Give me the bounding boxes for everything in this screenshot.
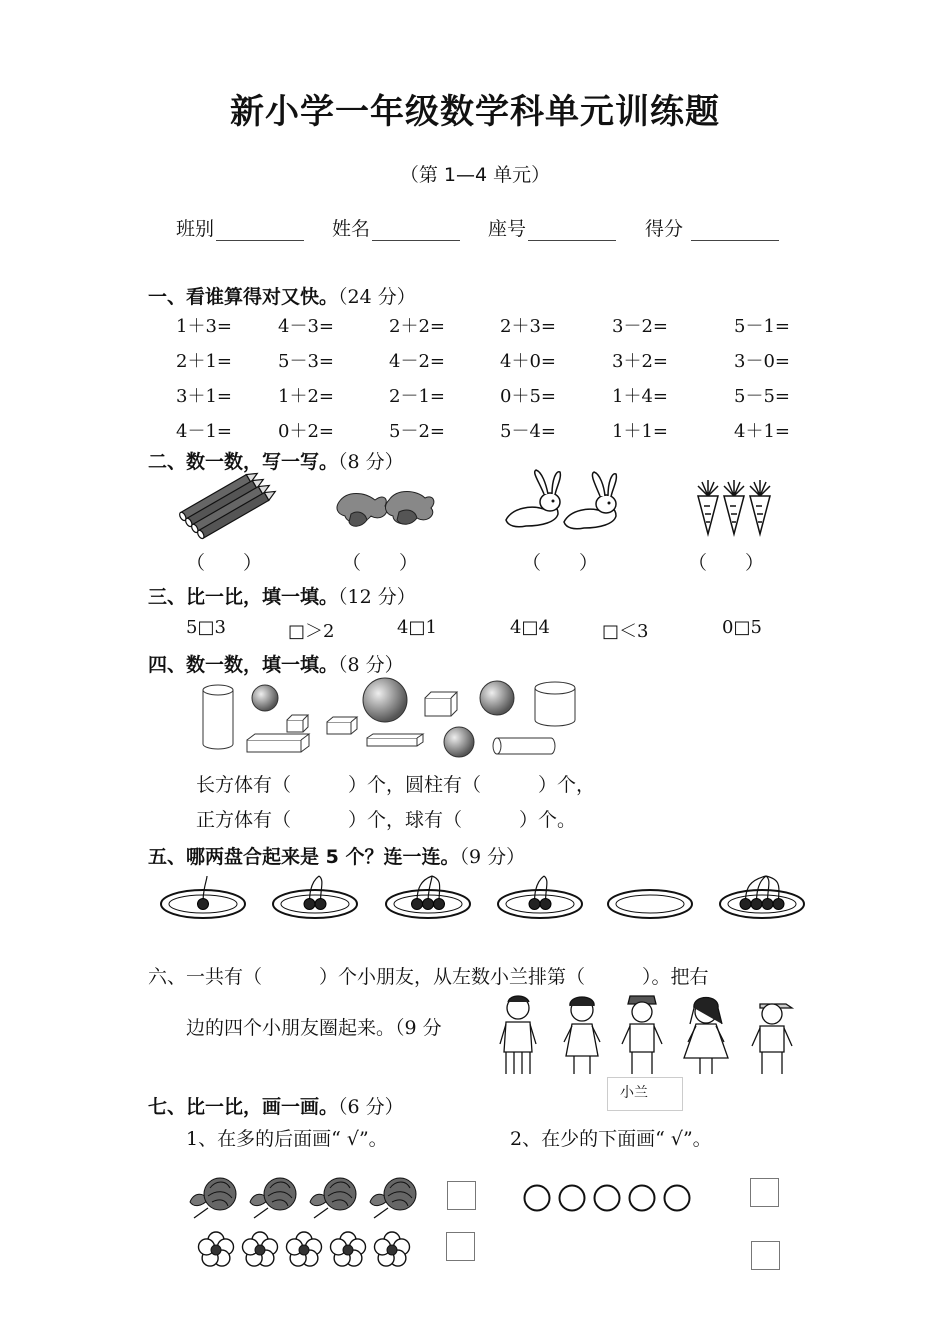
arithmetic-item[interactable]: 3－2=	[612, 316, 668, 337]
section-2-heading: 二、数一数，写一写。（8 分）	[148, 451, 404, 473]
plate	[498, 876, 582, 918]
arithmetic-item[interactable]: 4－2=	[389, 351, 445, 372]
rose-icon	[190, 1178, 236, 1218]
child-figure	[564, 997, 600, 1074]
answer-blank-objects[interactable]: （ ）	[342, 552, 419, 574]
flower-icon	[286, 1232, 321, 1266]
plate	[386, 876, 470, 918]
cherry	[198, 899, 209, 910]
circle-shape	[560, 1186, 585, 1211]
section-6-question-line-1[interactable]: 六、一共有（ ）个小朋友，从左数小兰排第（ ）。把右	[148, 966, 709, 988]
pencils-image	[176, 474, 268, 534]
cherry	[762, 899, 773, 910]
rose-icon	[370, 1178, 416, 1218]
plate	[273, 876, 357, 918]
compare-item[interactable]: 0□5	[722, 617, 762, 638]
cherry	[412, 899, 423, 910]
score-label: 得分	[645, 218, 684, 240]
cherry	[751, 899, 762, 910]
answer-blank-carrots[interactable]: （ ）	[688, 552, 765, 574]
xiaolan-label: 小兰	[607, 1077, 683, 1111]
cherry-plates	[160, 866, 810, 926]
circle-shape	[665, 1186, 690, 1211]
circle-shape	[525, 1186, 550, 1211]
arithmetic-item[interactable]: 3－0=	[734, 351, 790, 372]
answer-box-roses[interactable]	[447, 1181, 476, 1210]
arithmetic-item[interactable]: 5－1=	[734, 316, 790, 337]
plate	[608, 890, 692, 918]
arithmetic-item[interactable]: 5－5=	[734, 386, 790, 407]
answer-blank-pencils[interactable]: （ ）	[186, 552, 263, 574]
child-figure	[500, 996, 536, 1074]
arithmetic-item[interactable]: 5－3=	[278, 351, 334, 372]
section-3-heading: 三、比一比，填一填。（12 分）	[148, 586, 416, 608]
arithmetic-item[interactable]: 3＋2=	[612, 351, 668, 372]
arithmetic-item[interactable]: 2＋1=	[176, 351, 232, 372]
score-field[interactable]	[645, 214, 779, 241]
solids-image	[195, 676, 585, 760]
solids-question-line-1[interactable]: 长方体有（ ）个，圆柱有（ ）个，	[196, 774, 596, 796]
arithmetic-item[interactable]: 2－1=	[389, 386, 445, 407]
circles-row	[522, 1183, 698, 1213]
cherry	[434, 899, 445, 910]
compare-item[interactable]: □＜3	[602, 621, 649, 642]
flower-icon	[330, 1232, 365, 1266]
section-1-heading: 一、看谁算得对又快。（24 分）	[148, 286, 416, 308]
flower-icon	[374, 1232, 409, 1266]
circle-shape	[595, 1186, 620, 1211]
question-7-2: 2、在少的下面画“ √”。	[510, 1128, 712, 1150]
grey-objects-image	[337, 482, 437, 532]
arithmetic-item[interactable]: 0＋5=	[500, 386, 556, 407]
class-label: 班别	[176, 218, 215, 240]
flower-icon	[198, 1232, 233, 1266]
cherry	[740, 899, 751, 910]
name-field[interactable]	[332, 214, 460, 241]
roses-row	[190, 1172, 430, 1220]
arithmetic-item[interactable]: 4＋0=	[500, 351, 556, 372]
answer-box-flowers[interactable]	[446, 1232, 475, 1261]
section-6-question-line-2: 边的四个小朋友圈起来。（9 分	[186, 1017, 442, 1039]
child-figure	[752, 1004, 792, 1074]
arithmetic-item[interactable]: 2＋2=	[389, 316, 445, 337]
section-7-heading: 七、比一比，画一画。（6 分）	[148, 1096, 404, 1118]
page-subtitle: （第 1—4 单元）	[399, 164, 551, 186]
cherry	[423, 899, 434, 910]
plate	[720, 876, 804, 918]
answer-blank-rabbits[interactable]: （ ）	[522, 552, 599, 574]
cherry	[540, 899, 551, 910]
plate	[161, 876, 245, 918]
arithmetic-item[interactable]: 2＋3=	[500, 316, 556, 337]
cherry	[304, 899, 315, 910]
cherry	[529, 899, 540, 910]
answer-box-circles[interactable]	[750, 1178, 779, 1207]
arithmetic-item[interactable]: 3＋1=	[176, 386, 232, 407]
carrots-image	[696, 478, 772, 536]
class-field[interactable]	[176, 214, 304, 241]
flowers-row	[198, 1230, 418, 1270]
cherry	[773, 899, 784, 910]
arithmetic-item[interactable]: 4－3=	[278, 316, 334, 337]
arithmetic-item[interactable]: 1＋2=	[278, 386, 334, 407]
rose-icon	[310, 1178, 356, 1218]
arithmetic-item[interactable]: 1＋3=	[176, 316, 232, 337]
flower-icon	[242, 1232, 277, 1266]
arithmetic-item[interactable]: 1＋1=	[612, 421, 668, 442]
section-5-heading: 五、哪两盘合起来是 5 个？连一连。（9 分）	[148, 846, 526, 868]
solids-question-line-2[interactable]: 正方体有（ ）个，球有（ ）个。	[196, 809, 577, 831]
child-figure	[622, 996, 662, 1074]
arithmetic-item[interactable]: 4＋1=	[734, 421, 790, 442]
section-4-heading: 四、数一数，填一填。（8 分）	[148, 654, 404, 676]
rose-icon	[250, 1178, 296, 1218]
rabbits-image	[502, 468, 622, 534]
question-7-1: 1、在多的后面画“ √”。	[186, 1128, 388, 1150]
cherry	[315, 899, 326, 910]
arithmetic-item[interactable]: 0＋2=	[278, 421, 334, 442]
children-image	[496, 994, 796, 1078]
arithmetic-item[interactable]: 1＋4=	[612, 386, 668, 407]
seat-label: 座号	[488, 218, 527, 240]
child-figure	[684, 998, 728, 1075]
seat-field[interactable]	[488, 214, 616, 241]
page-title: 新小学一年级数学科单元训练题	[230, 92, 720, 132]
arithmetic-item[interactable]: 5－4=	[500, 421, 556, 442]
compare-item[interactable]: □＞2	[288, 621, 335, 642]
compare-item[interactable]: 5□3	[186, 617, 226, 638]
arithmetic-item[interactable]: 5－2=	[389, 421, 445, 442]
answer-box-below-circles[interactable]	[751, 1241, 780, 1270]
arithmetic-item[interactable]: 4－1=	[176, 421, 232, 442]
name-label: 姓名	[332, 218, 371, 240]
compare-item[interactable]: 4□1	[397, 617, 437, 638]
compare-item[interactable]: 4□4	[510, 617, 550, 638]
circle-shape	[630, 1186, 655, 1211]
